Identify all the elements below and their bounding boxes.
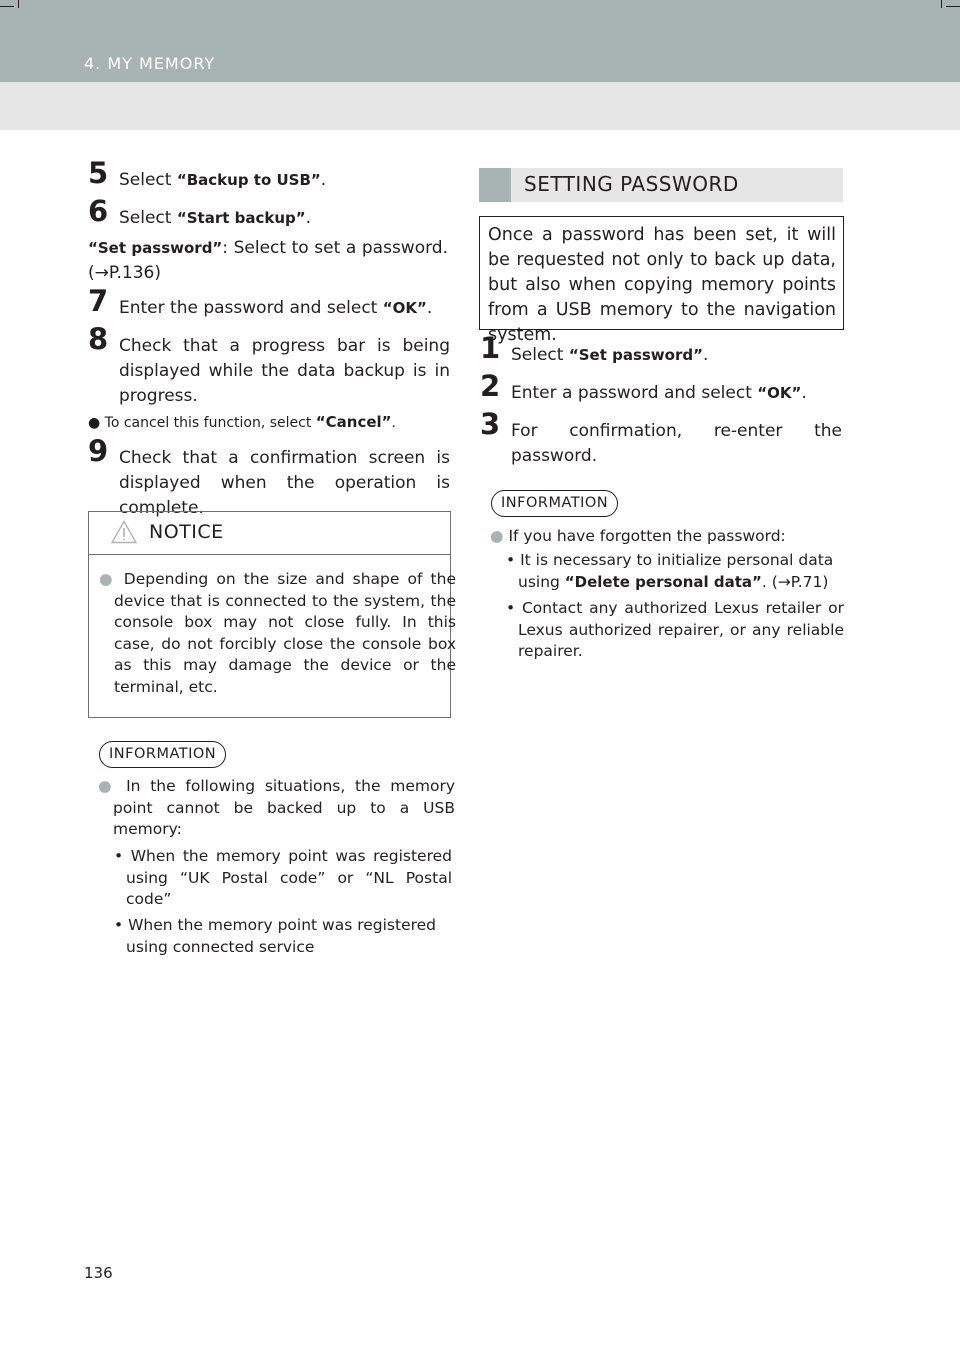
crop-mark	[946, 6, 960, 7]
step-1: 1 Select “Set password”.	[480, 331, 709, 365]
bullet-icon: ●	[99, 570, 116, 588]
information-item: • Contact any authorized Lexus retailer or Lexus authorized repairer, or any reliable repairer.	[506, 599, 844, 660]
notice-text: ● Depending on the size and shape of the device that is connected to the system, the console box may not close fully. In this case, do not forcibly close the console box as this may damage the device or the terminal, etc.	[99, 570, 456, 696]
information-badge: INFORMATION	[491, 490, 618, 517]
page-header	[0, 0, 960, 130]
information-item: • When the memory point was registered using connected service	[114, 916, 437, 956]
button-reference: “OK”	[757, 384, 802, 402]
warning-triangle-icon	[111, 520, 137, 544]
notice-box	[88, 511, 456, 718]
section-heading-title: SETTING PASSWORD	[524, 172, 739, 196]
information-lead: ● In the following situations, the memory point cannot be backed up to a USB memory:	[98, 777, 455, 838]
step-6: 6 Select “Start backup”.	[88, 194, 312, 228]
bullet-icon: ●	[88, 415, 101, 431]
crop-mark	[941, 0, 942, 8]
crop-mark	[18, 0, 19, 8]
bullet-icon: ●	[490, 527, 504, 545]
information-item: • It is necessary to initialize personal data using “Delete personal data”. (→P.71)	[506, 551, 834, 591]
section-title: 4. MY MEMORY	[84, 54, 216, 73]
cancel-bullet: ● To cancel this function, select “Cancel”.	[88, 413, 396, 431]
information-item: • When the memory point was registered using “UK Postal code” or “NL Postal code”	[114, 847, 452, 908]
step-9: 9 Check that a confirmation screen is displayed when the operation is complete.	[88, 434, 450, 518]
heading-marker	[479, 168, 511, 202]
step-5: 5 Select “Backup to USB”.	[88, 156, 327, 190]
button-reference: “Set password”	[568, 346, 703, 364]
page-number: 136	[84, 1264, 113, 1282]
step-2: 2 Enter a password and select “OK”.	[480, 369, 807, 403]
information-badge: INFORMATION	[99, 741, 226, 768]
section-heading	[479, 168, 843, 202]
button-reference: “OK”	[382, 299, 427, 317]
bullet-icon: ●	[98, 777, 117, 795]
intro-box	[479, 216, 844, 345]
button-reference: “Backup to USB”	[176, 171, 321, 189]
notice-title: NOTICE	[149, 521, 224, 543]
button-reference: “Start backup”	[176, 209, 306, 227]
information-lead: ● If you have forgotten the password:	[490, 527, 786, 545]
notice-header	[89, 512, 450, 555]
set-password-note: “Set password”: Select to set a password. (→P.136)	[88, 238, 448, 283]
step-7: 7 Enter the password and select “OK”.	[88, 284, 433, 318]
intro-text: Once a password has been set, it will be requested not only to back up data, but also when copying memory points from a USB memory to the navigation system.	[488, 225, 836, 345]
step-3: 3 For confirmation, re-enter the password.	[480, 407, 842, 466]
step-8: 8 Check that a progress bar is being displayed while the data backup is in progress.	[88, 322, 450, 406]
crop-mark	[0, 6, 14, 7]
